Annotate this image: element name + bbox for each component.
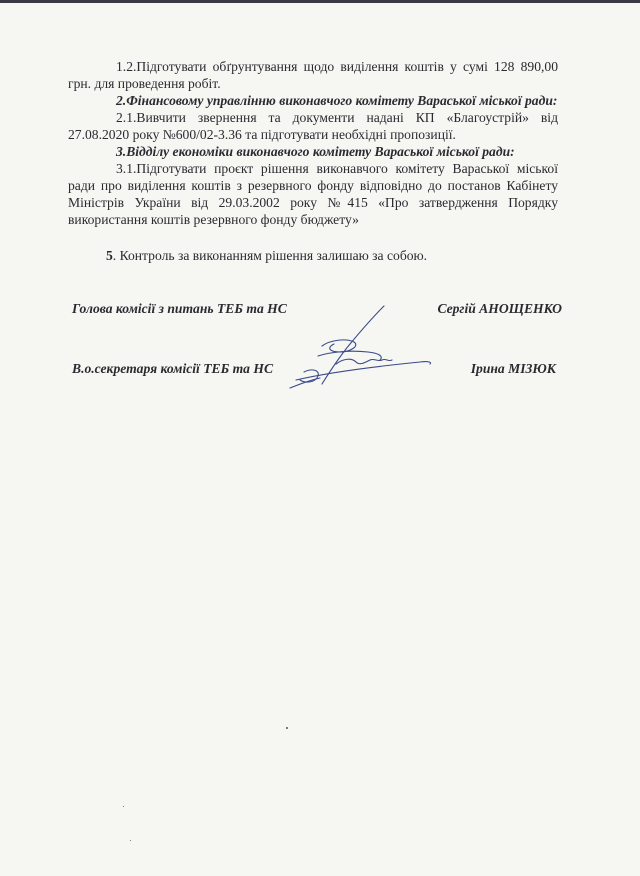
paragraph-1-2: 1.2.Підготувати обґрунтування щодо виділення коштів у сумі 128 890,00 грн. для проведення робіт.	[68, 59, 558, 91]
paper-speck	[286, 727, 288, 729]
secretary-name: Ірина МІЗЮК	[470, 361, 556, 376]
chair-role: Голова комісії з питань ТЕБ та НС	[72, 301, 287, 316]
secretary-role: В.о.секретаря комісії ТЕБ та НС	[72, 361, 274, 376]
paragraph-5-number: 5	[106, 248, 113, 263]
paragraph-3-1: 3.1.Підготувати проєкт рішення виконавчого комітету Вараської міської ради про виділення коштів з резервного фонду відповідно до постанов Кабінету Міністрів України від 29.03.2002 року №415 «Про затвердження Порядку використання коштів резервного фонду бюджету»	[68, 161, 558, 227]
chair-name: Сергій АНОЩЕНКО	[437, 301, 562, 316]
paper-speck	[130, 840, 131, 841]
heading-economics-department: 3.Відділу економіки виконавчого комітету Вараської міської ради:	[116, 144, 515, 159]
heading-financial-department: 2.Фінансовому управлінню виконавчого комітету Вараської міської ради:	[116, 93, 558, 108]
paper-speck	[123, 806, 124, 807]
paragraph-2-1: 2.1.Вивчити звернення та документи надані КП «Благоустрій» від 27.08.2020 року №600/02-3.36 та підготувати необхідні пропозиції.	[68, 110, 558, 142]
paragraph-5-text: . Контроль за виконанням рішення залишаю за собою.	[112, 248, 428, 263]
